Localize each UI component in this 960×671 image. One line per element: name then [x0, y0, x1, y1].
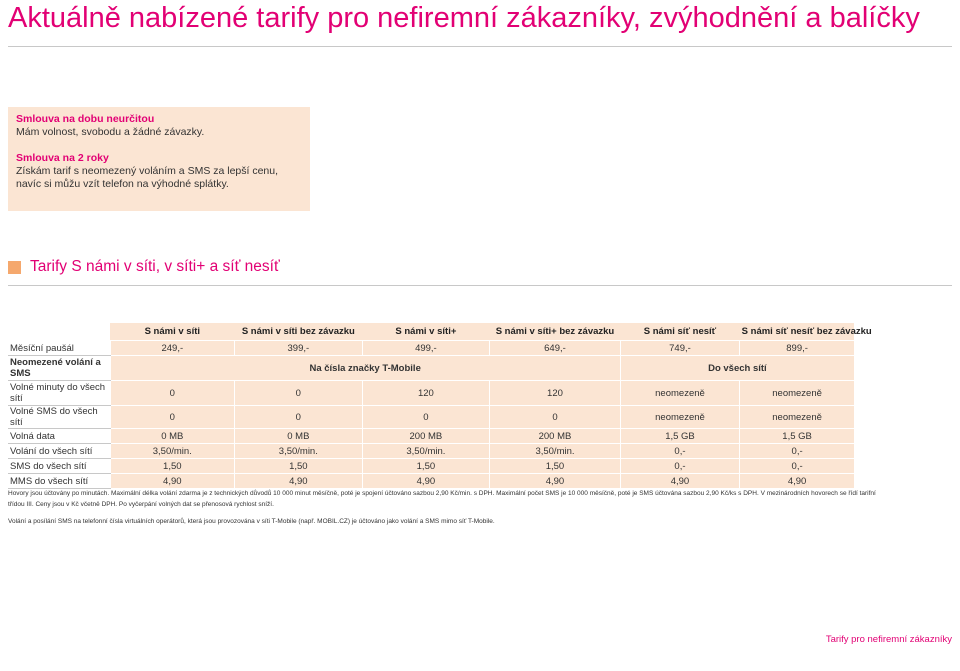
table-cell: 0	[110, 381, 235, 406]
table-cell: 4,90	[740, 474, 854, 489]
table-cell: 0	[235, 406, 363, 429]
contract-indefinite-title: Smlouva na dobu neurčitou	[16, 113, 155, 125]
table-cell: 0	[110, 406, 235, 429]
table-cell: 3,50/min.	[235, 444, 363, 459]
table-cell: 0,-	[740, 444, 854, 459]
row-label: Neomezené volání a SMS	[8, 356, 110, 381]
header-corner	[8, 323, 110, 341]
column-header: S námi v síti	[110, 323, 235, 341]
section-divider	[8, 285, 952, 286]
table-cell: 1,5 GB	[740, 429, 854, 444]
column-header: S námi síť nesíť	[620, 323, 739, 341]
table-cell: 0	[362, 406, 490, 429]
table-cell: 0 MB	[235, 429, 363, 444]
table-row	[8, 459, 854, 474]
column-header: S námi v síti+	[362, 323, 490, 341]
table-cell: 0,-	[620, 444, 739, 459]
footer-label: Tarify pro nefiremní zákazníky	[825, 634, 952, 645]
table-cell: 0	[490, 406, 621, 429]
section-title: Tarify S námi v síti, v síti+ a síť nesíť	[30, 258, 280, 275]
table-cell: 1,5 GB	[620, 429, 739, 444]
table-header-row	[8, 323, 854, 341]
table-cell: 4,90	[490, 474, 621, 489]
table-cell: neomezeně	[620, 406, 739, 429]
table-cell: 4,90	[620, 474, 739, 489]
row-label: SMS do všech sítí	[8, 459, 110, 474]
table-cell: 4,90	[235, 474, 363, 489]
contract-info-box	[8, 107, 310, 211]
table-cell: neomezeně	[740, 381, 854, 406]
table-row	[8, 381, 854, 406]
table-cell: 120	[490, 381, 621, 406]
column-header: S námi v síti+ bez závazku	[490, 323, 621, 341]
row-label: Volné SMS do všech sítí	[8, 406, 110, 429]
title-divider	[8, 46, 952, 47]
table-row	[8, 341, 854, 356]
table-row	[8, 444, 854, 459]
table-cell: 200 MB	[362, 429, 490, 444]
group-cell-all-networks: Do všech sítí	[620, 356, 854, 381]
table-cell: 0 MB	[110, 429, 235, 444]
section-heading	[8, 258, 280, 276]
contract-indefinite-text: Mám volnost, svobodu a žádné závazky.	[16, 126, 205, 138]
row-label: Volná data	[8, 429, 110, 444]
table-cell: 1,50	[235, 459, 363, 474]
table-cell: 1,50	[110, 459, 235, 474]
table-cell: 649,-	[490, 341, 621, 356]
table-cell: 1,50	[362, 459, 490, 474]
table-cell: 499,-	[362, 341, 490, 356]
row-label: MMS do všech sítí	[8, 474, 110, 489]
table-cell: 899,-	[740, 341, 854, 356]
table-cell: 3,50/min.	[110, 444, 235, 459]
table-cell: 749,-	[620, 341, 739, 356]
footnotes	[8, 488, 888, 527]
page-title: Aktuálně nabízené tarify pro nefiremní zákazníky, zvýhodnění a balíčky	[8, 2, 920, 34]
table-cell: 399,-	[235, 341, 363, 356]
table-cell: 0,-	[620, 459, 739, 474]
table-cell: 3,50/min.	[362, 444, 490, 459]
table-row	[8, 356, 854, 381]
table-row	[8, 429, 854, 444]
table-cell: 120	[362, 381, 490, 406]
row-label: Volání do všech sítí	[8, 444, 110, 459]
table-cell: 0,-	[740, 459, 854, 474]
table-cell: 1,50	[490, 459, 621, 474]
table-cell: 249,-	[110, 341, 235, 356]
footnote-virtual-operators: Volání a posílání SMS na telefonní čísla virtuálních operátorů, která jsou provozována v síti T-Mobile (např. MOBIL.CZ) je účtováno jako volání a SMS mimo síť T-Mobile.	[8, 518, 495, 525]
section-square-icon	[8, 261, 21, 274]
table-cell: 4,90	[110, 474, 235, 489]
contract-2years-text: Získám tarif s neomezený voláním a SMS za lepší cenu, navíc si můžu vzít telefon na výhodné splátky.	[16, 165, 279, 190]
table-cell: neomezeně	[620, 381, 739, 406]
table-cell: neomezeně	[740, 406, 854, 429]
group-cell-tmobile: Na čísla značky T-Mobile	[110, 356, 620, 381]
column-header: S námi síť nesíť bez závazku	[740, 323, 854, 341]
row-label: Volné minuty do všech sítí	[8, 381, 110, 406]
table-row	[8, 474, 854, 489]
footnote-billing: Hovory jsou účtovány po minutách. Maximální délka volání zdarma je z technických důvodů 10 000 minut měsíčně, poté je spojení účtováno sazbou 2,90 Kč/min. s DPH. Maximální počet SMS je 10 000 měsíčně, poté je SMS účtována sazbou 2,90 Kč/ks s DPH. V mezinárodních hovorech se řídí tarifní třídou III. Ceny jsou v Kč včetně DPH. Po vyčerpání volných dat se přenosová rychlost sníží.	[8, 490, 876, 508]
table-cell: 200 MB	[490, 429, 621, 444]
column-header: S námi v síti bez závazku	[235, 323, 363, 341]
table-cell: 3,50/min.	[490, 444, 621, 459]
contract-2years-title: Smlouva na 2 roky	[16, 152, 109, 164]
row-label: Měsíční paušál	[8, 341, 110, 356]
table-cell: 4,90	[362, 474, 490, 489]
table-row	[8, 406, 854, 429]
tariff-table	[8, 323, 872, 489]
table-cell: 0	[235, 381, 363, 406]
